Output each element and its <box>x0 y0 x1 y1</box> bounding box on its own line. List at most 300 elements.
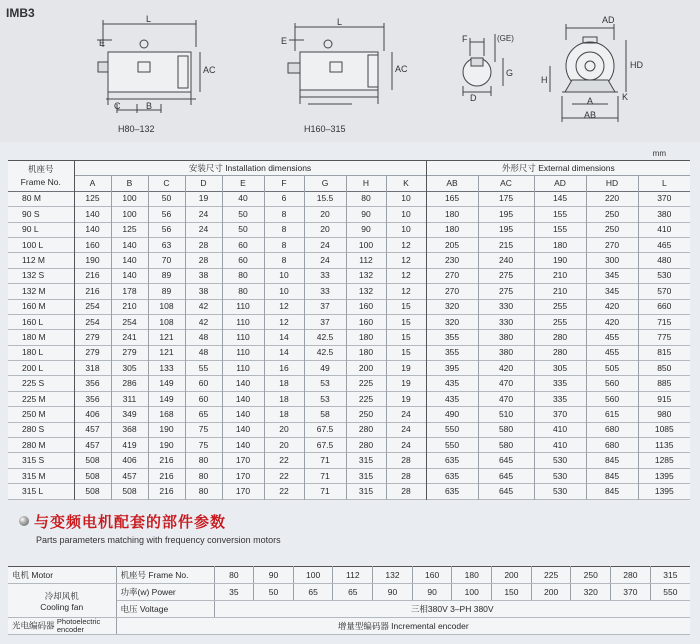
value-cell: 457 <box>74 422 111 437</box>
value-cell: 300 <box>586 253 638 268</box>
table-row <box>8 299 690 314</box>
value-cell: 320 <box>426 299 478 314</box>
value-cell: 89 <box>148 268 185 283</box>
value-cell: 225 <box>346 376 386 391</box>
value-cell: 12 <box>386 284 426 299</box>
table-row <box>8 391 690 406</box>
value-cell: 815 <box>657 347 672 358</box>
table-row <box>8 361 690 376</box>
value-cell: 53 <box>304 376 346 391</box>
value-cell: 140 <box>111 237 148 252</box>
value-cell: 110 <box>222 330 264 345</box>
frame-cell: 315 S <box>8 453 74 468</box>
value-cell: 311 <box>111 391 148 406</box>
table-row <box>8 253 690 268</box>
value-cell: 480 <box>657 255 672 266</box>
value-cell: 180 <box>426 222 478 237</box>
encoder-label-en-2: encoder <box>56 625 84 634</box>
value-cell: 550 <box>426 422 478 437</box>
value-cell: 190 <box>148 438 185 453</box>
frame-cell: 225 M <box>8 391 74 406</box>
value-cell: 420 <box>478 361 534 376</box>
value-cell: 635 <box>426 484 478 499</box>
value-cell: 510 <box>478 407 534 422</box>
frame-cell: 315 M <box>8 468 74 483</box>
value-cell: 20 <box>304 207 346 222</box>
dim-label-hd: HD <box>630 60 643 70</box>
value-cell: 170 <box>222 468 264 483</box>
table-row <box>8 268 690 283</box>
value-cell: 275 <box>478 268 534 283</box>
value-cell: 18 <box>264 391 304 406</box>
column-header-k: K <box>386 176 426 191</box>
value-cell: 10 <box>264 268 304 283</box>
value-cell: 240 <box>478 253 534 268</box>
value-cell: 845 <box>586 453 638 468</box>
power-value-cell: 90 <box>412 584 452 601</box>
value-cell: 280 <box>346 422 386 437</box>
value-cell: 355 <box>426 345 478 360</box>
value-cell: 132 <box>346 268 386 283</box>
frame-cell: 315 L <box>8 484 74 499</box>
value-cell: 715 <box>657 316 672 327</box>
dim-label-d: D <box>470 93 477 103</box>
value-cell: 508 <box>74 468 111 483</box>
power-value-cell: 50 <box>254 584 294 601</box>
value-cell: 220 <box>586 191 638 206</box>
value-cell: 178 <box>111 284 148 299</box>
value-cell: 42.5 <box>304 330 346 345</box>
value-cell: 140 <box>111 268 148 283</box>
value-cell: 149 <box>148 391 185 406</box>
value-cell: 112 <box>346 253 386 268</box>
value-cell: 315 <box>346 453 386 468</box>
value-cell: 570 <box>657 285 672 296</box>
dimensions-table-body <box>8 191 690 499</box>
value-cell: 42 <box>185 314 222 329</box>
value-cell: 508 <box>74 453 111 468</box>
value-cell: 250 <box>346 407 386 422</box>
value-cell: 170 <box>222 453 264 468</box>
value-cell: 10 <box>264 284 304 299</box>
value-cell: 465 <box>657 239 672 250</box>
value-cell: 80 <box>346 191 386 206</box>
value-cell: 356 <box>74 391 111 406</box>
value-cell: 395 <box>426 361 478 376</box>
value-cell: 216 <box>148 484 185 499</box>
value-cell: 125 <box>111 222 148 237</box>
value-cell: 16 <box>264 361 304 376</box>
value-cell: 100 <box>346 237 386 252</box>
value-cell: 121 <box>148 330 185 345</box>
dim-label-b-left: B <box>146 101 153 111</box>
value-cell: 60 <box>185 376 222 391</box>
value-cell: 24 <box>185 207 222 222</box>
value-cell: 190 <box>148 422 185 437</box>
value-cell: 850 <box>657 362 672 373</box>
value-cell: 1135 <box>655 439 674 450</box>
value-cell: 320 <box>426 314 478 329</box>
value-cell: 1285 <box>654 455 674 466</box>
value-cell: 33 <box>304 268 346 283</box>
value-cell: 140 <box>74 222 111 237</box>
value-cell: 140 <box>222 376 264 391</box>
frame-cell: 160 L <box>8 314 74 329</box>
value-cell: 435 <box>426 376 478 391</box>
value-cell: 275 <box>478 284 534 299</box>
value-cell: 10 <box>386 207 426 222</box>
value-cell: 645 <box>478 453 534 468</box>
value-cell: 195 <box>478 222 534 237</box>
dim-label-ac-left: AC <box>203 65 216 75</box>
value-cell: 645 <box>478 468 534 483</box>
dim-label-e-left: E <box>99 38 106 48</box>
value-cell: 80 <box>185 468 222 483</box>
frame-number-cell: 80 <box>214 567 254 584</box>
value-cell: 195 <box>478 207 534 222</box>
value-cell: 160 <box>346 314 386 329</box>
value-cell: 505 <box>586 361 638 376</box>
value-cell: 410 <box>657 224 672 235</box>
value-cell: 845 <box>586 468 638 483</box>
dim-label-g: G <box>506 68 514 78</box>
value-cell: 89 <box>148 284 185 299</box>
value-cell: 280 <box>346 438 386 453</box>
dim-label-ab: AB <box>584 110 597 120</box>
value-cell: 406 <box>74 407 111 422</box>
value-cell: 140 <box>222 407 264 422</box>
value-cell: 58 <box>304 407 346 422</box>
value-cell: 22 <box>264 484 304 499</box>
frame-number-cell: 280 <box>611 567 651 584</box>
value-cell: 345 <box>586 268 638 283</box>
value-cell: 22 <box>264 468 304 483</box>
value-cell: 132 <box>346 284 386 299</box>
parts-frame-row <box>8 567 690 584</box>
value-cell: 28 <box>386 453 426 468</box>
dim-label-ad: AD <box>602 15 615 25</box>
value-cell: 180 <box>426 207 478 222</box>
value-cell: 455 <box>586 345 638 360</box>
frame-cell: 180 M <box>8 330 74 345</box>
value-cell: 254 <box>111 314 148 329</box>
power-value-cell: 100 <box>452 584 492 601</box>
column-header-ac: AC <box>478 176 534 191</box>
value-cell: 100 <box>111 191 148 206</box>
value-cell: 80 <box>185 453 222 468</box>
value-cell: 550 <box>426 438 478 453</box>
power-value-cell: 550 <box>650 584 690 601</box>
column-header-ab: AB <box>426 176 478 191</box>
value-cell: 80 <box>185 484 222 499</box>
power-value-cell: 320 <box>571 584 611 601</box>
value-cell: 14 <box>264 330 304 345</box>
value-cell: 615 <box>586 407 638 422</box>
value-cell: 42.5 <box>304 345 346 360</box>
value-cell: 50 <box>222 222 264 237</box>
table-row <box>8 207 690 222</box>
value-cell: 216 <box>74 284 111 299</box>
value-cell: 216 <box>148 468 185 483</box>
value-cell: 330 <box>478 314 534 329</box>
motor-drawings <box>0 0 700 142</box>
motor-drawing-small <box>97 20 200 113</box>
value-cell: 37 <box>304 314 346 329</box>
caption-small-frame: H80–132 <box>118 124 155 134</box>
value-cell: 980 <box>657 408 672 419</box>
value-cell: 33 <box>304 284 346 299</box>
dim-label-c-left: C <box>114 101 121 111</box>
value-cell: 155 <box>534 222 586 237</box>
value-cell: 28 <box>185 253 222 268</box>
value-cell: 380 <box>478 330 534 345</box>
value-cell: 70 <box>148 253 185 268</box>
frame-number-cell: 250 <box>571 567 611 584</box>
value-cell: 38 <box>185 284 222 299</box>
value-cell: 75 <box>185 422 222 437</box>
value-cell: 22 <box>264 453 304 468</box>
value-cell: 180 <box>346 345 386 360</box>
drawing-area <box>0 0 700 142</box>
dim-label-ge: (GE) <box>497 34 514 43</box>
value-cell: 254 <box>74 314 111 329</box>
value-cell: 49 <box>304 361 346 376</box>
value-cell: 65 <box>185 407 222 422</box>
value-cell: 8 <box>264 237 304 252</box>
value-cell: 108 <box>148 299 185 314</box>
value-cell: 140 <box>111 253 148 268</box>
power-value-cell: 65 <box>293 584 333 601</box>
value-cell: 160 <box>346 299 386 314</box>
value-cell: 635 <box>426 468 478 483</box>
value-cell: 279 <box>74 345 111 360</box>
column-header-f: F <box>264 176 304 191</box>
value-cell: 215 <box>478 237 534 252</box>
dim-label-e-mid: E <box>281 36 288 46</box>
value-cell: 168 <box>148 407 185 422</box>
value-cell: 845 <box>586 484 638 499</box>
value-cell: 315 <box>346 468 386 483</box>
caption-large-frame: H160–315 <box>304 124 346 134</box>
value-cell: 80 <box>222 268 264 283</box>
dim-label-k: K <box>622 92 629 102</box>
column-header-hd: HD <box>586 176 638 191</box>
value-cell: 305 <box>534 361 586 376</box>
frame-cell: 90 S <box>8 207 74 222</box>
frame-number-cell: 315 <box>650 567 690 584</box>
value-cell: 680 <box>586 422 638 437</box>
value-cell: 370 <box>534 407 586 422</box>
table-row <box>8 422 690 437</box>
value-cell: 28 <box>185 237 222 252</box>
frame-no-label: 机座号 Frame No. <box>116 567 214 584</box>
value-cell: 53 <box>304 391 346 406</box>
frame-cell: 100 L <box>8 237 74 252</box>
value-cell: 12 <box>386 268 426 283</box>
value-cell: 255 <box>534 314 586 329</box>
value-cell: 12 <box>386 237 426 252</box>
frame-cell: 280 S <box>8 422 74 437</box>
value-cell: 915 <box>657 393 672 404</box>
table-row <box>8 376 690 391</box>
column-header-c: C <box>148 176 185 191</box>
value-cell: 280 <box>534 330 586 345</box>
value-cell: 56 <box>148 207 185 222</box>
value-cell: 15 <box>386 330 426 345</box>
value-cell: 24 <box>386 407 426 422</box>
value-cell: 71 <box>304 468 346 483</box>
value-cell: 71 <box>304 453 346 468</box>
value-cell: 279 <box>74 330 111 345</box>
value-cell: 1085 <box>654 424 674 435</box>
frame-header-cn: 机座号 <box>27 163 54 174</box>
external-group-header: 外形尺寸 External dimensions <box>501 162 615 173</box>
value-cell: 210 <box>534 284 586 299</box>
value-cell: 24 <box>304 253 346 268</box>
value-cell: 8 <box>264 207 304 222</box>
value-cell: 90 <box>346 222 386 237</box>
unit-label: mm <box>652 149 666 158</box>
column-header-row <box>8 176 690 191</box>
value-cell: 8 <box>264 253 304 268</box>
column-header-a: A <box>74 176 111 191</box>
table-row <box>8 191 690 206</box>
value-cell: 10 <box>386 222 426 237</box>
table-row <box>8 407 690 422</box>
cooling-fan-en: Cooling fan <box>40 601 84 612</box>
value-cell: 410 <box>534 422 586 437</box>
value-cell: 470 <box>478 391 534 406</box>
dim-label-a: A <box>587 96 594 106</box>
cooling-fan-cn: 冷却风机 <box>44 590 79 601</box>
value-cell: 455 <box>586 330 638 345</box>
value-cell: 270 <box>426 284 478 299</box>
value-cell: 8 <box>264 222 304 237</box>
value-cell: 145 <box>534 191 586 206</box>
table-row <box>8 438 690 453</box>
value-cell: 125 <box>74 191 111 206</box>
frame-cell: 200 L <box>8 361 74 376</box>
table-row <box>8 330 690 345</box>
value-cell: 19 <box>185 191 222 206</box>
value-cell: 368 <box>111 422 148 437</box>
value-cell: 28 <box>386 484 426 499</box>
power-value-cell: 200 <box>531 584 571 601</box>
power-value-cell: 150 <box>492 584 532 601</box>
frame-cell: 280 M <box>8 438 74 453</box>
value-cell: 254 <box>74 299 111 314</box>
value-cell: 190 <box>534 253 586 268</box>
value-cell: 18 <box>264 376 304 391</box>
frame-number-cell: 100 <box>293 567 333 584</box>
voltage-label: 电压 Voltage <box>116 601 214 618</box>
value-cell: 335 <box>534 376 586 391</box>
value-cell: 530 <box>534 468 586 483</box>
section-bullet-icon <box>19 516 29 526</box>
value-cell: 19 <box>386 361 426 376</box>
value-cell: 279 <box>111 345 148 360</box>
column-header-g: G <box>304 176 346 191</box>
frame-cell: 90 L <box>8 222 74 237</box>
value-cell: 200 <box>346 361 386 376</box>
value-cell: 55 <box>185 361 222 376</box>
value-cell: 100 <box>111 207 148 222</box>
value-cell: 19 <box>386 376 426 391</box>
value-cell: 885 <box>657 378 672 389</box>
value-cell: 255 <box>534 299 586 314</box>
cooling-fan-label <box>8 584 116 618</box>
value-cell: 180 <box>346 330 386 345</box>
value-cell: 48 <box>185 330 222 345</box>
value-cell: 225 <box>346 391 386 406</box>
value-cell: 216 <box>148 453 185 468</box>
frame-number-cell: 180 <box>452 567 492 584</box>
parts-power-row <box>8 584 690 601</box>
value-cell: 160 <box>74 237 111 252</box>
value-cell: 635 <box>426 453 478 468</box>
value-cell: 15 <box>386 314 426 329</box>
value-cell: 580 <box>478 438 534 453</box>
column-header-ad: AD <box>534 176 586 191</box>
value-cell: 530 <box>534 453 586 468</box>
table-row <box>8 345 690 360</box>
value-cell: 60 <box>185 391 222 406</box>
value-cell: 349 <box>111 407 148 422</box>
value-cell: 15 <box>386 299 426 314</box>
frame-header-en: Frame No. <box>20 176 61 187</box>
table-row <box>8 237 690 252</box>
value-cell: 419 <box>111 438 148 453</box>
value-cell: 457 <box>74 438 111 453</box>
value-cell: 470 <box>478 376 534 391</box>
value-cell: 20 <box>264 422 304 437</box>
dim-label-f: F <box>462 34 468 44</box>
value-cell: 75 <box>185 438 222 453</box>
column-header-d: D <box>185 176 222 191</box>
dim-label-ac-mid: AC <box>395 64 408 74</box>
value-cell: 155 <box>534 207 586 222</box>
value-cell: 18 <box>264 407 304 422</box>
value-cell: 37 <box>304 299 346 314</box>
value-cell: 580 <box>478 422 534 437</box>
value-cell: 660 <box>657 301 672 312</box>
value-cell: 190 <box>74 253 111 268</box>
value-cell: 71 <box>304 484 346 499</box>
value-cell: 140 <box>222 391 264 406</box>
value-cell: 457 <box>111 468 148 483</box>
value-cell: 210 <box>534 268 586 283</box>
value-cell: 230 <box>426 253 478 268</box>
value-cell: 420 <box>586 314 638 329</box>
value-cell: 775 <box>657 331 672 342</box>
frame-number-cell: 132 <box>373 567 413 584</box>
frame-number-cell: 225 <box>531 567 571 584</box>
value-cell: 24 <box>386 422 426 437</box>
value-cell: 90 <box>346 207 386 222</box>
dimensions-table <box>8 160 690 500</box>
value-cell: 149 <box>148 376 185 391</box>
section-title-en: Parts parameters matching with frequency conversion motors <box>36 535 281 545</box>
value-cell: 165 <box>426 191 478 206</box>
value-cell: 24 <box>304 237 346 252</box>
frame-number-cell: 160 <box>412 567 452 584</box>
value-cell: 110 <box>222 314 264 329</box>
parts-encoder-row <box>8 618 690 635</box>
value-cell: 110 <box>222 345 264 360</box>
value-cell: 380 <box>478 345 534 360</box>
frame-cell: 132 M <box>8 284 74 299</box>
table-row <box>8 484 690 499</box>
